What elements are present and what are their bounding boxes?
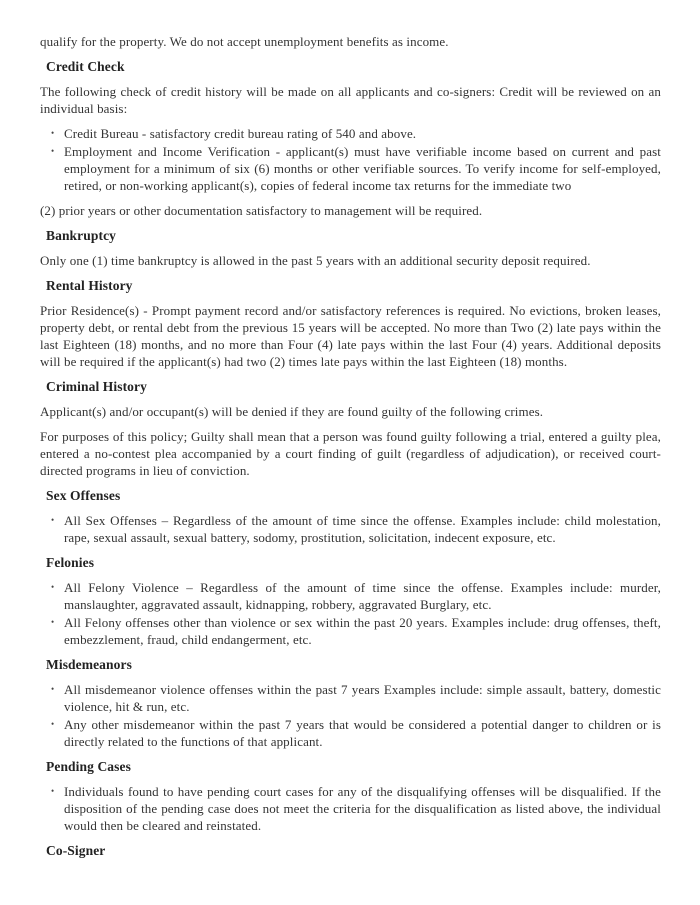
bullet-text: Employment and Income Verification - applicant(s) must have verifiable income based on current and past employment for a minimum of six (6) months or other verifiable sources. To verify income for self-employed, retired, or non-working applicant(s), copies of federal income tax returns for the immediate two [64, 144, 661, 193]
bullet-text: Credit Bureau - satisfactory credit bureau rating of 540 and above. [64, 126, 417, 141]
bullet-item [51, 681, 661, 715]
bullet-marker: • [51, 146, 55, 156]
bullet-item [51, 143, 661, 194]
bullet-item [51, 783, 661, 834]
credit-check-continuation-paragraph: (2) prior years or other documentation satisfactory to management will be required. [40, 203, 483, 218]
bullet-item [51, 512, 661, 546]
heading-rental-history: Rental History [46, 278, 133, 293]
bullet-text: All Felony Violence – Regardless of the amount of time since the offense. Examples include: murder, manslaughter, aggravated assault, kidnapping, robbery, aggravated Burglary, etc. [64, 580, 661, 612]
credit-check-intro-paragraph: The following check of credit history will be made on all applicants and co-signers: Credit will be reviewed on an individual basis: [40, 84, 661, 116]
bullet-item [51, 579, 661, 613]
bullet-item [51, 125, 661, 142]
bullet-text: Any other misdemeanor within the past 7 years that would be considered a potential danger to children or is directly related to the functions of that applicant. [64, 717, 661, 749]
heading-credit-check: Credit Check [46, 59, 125, 74]
heading-co-signer: Co-Signer [46, 843, 106, 858]
heading-misdemeanors: Misdemeanors [46, 657, 132, 672]
lead-paragraph: qualify for the property. We do not accept unemployment benefits as income. [40, 34, 449, 49]
bullet-marker: • [51, 128, 55, 138]
bullet-text: All Felony offenses other than violence or sex within the past 20 years. Examples include: drug offenses, theft, embezzlement, fraud, child endangerment, etc. [64, 615, 661, 647]
misdemeanors-bullet-list [40, 681, 661, 750]
bullet-marker: • [51, 617, 55, 627]
heading-sex-offenses: Sex Offenses [46, 488, 121, 503]
bullet-text: All misdemeanor violence offenses within the past 7 years Examples include: simple assault, battery, domestic violence, hit & run, etc. [64, 682, 661, 714]
felonies-bullet-list [40, 579, 661, 648]
bullet-marker: • [51, 582, 55, 592]
heading-pending-cases: Pending Cases [46, 759, 131, 774]
pending-cases-bullet-list [40, 783, 661, 834]
criminal-history-paragraph-1: Applicant(s) and/or occupant(s) will be denied if they are found guilty of the following crimes. [40, 404, 544, 419]
bullet-marker: • [51, 515, 55, 525]
credit-check-bullet-list [40, 125, 661, 194]
bullet-text: All Sex Offenses – Regardless of the amount of time since the offense. Examples include: child molestation, rape, sexual assault, sexual battery, sodomy, prostitution, solicitation, indecent exposure, etc. [64, 513, 661, 545]
heading-felonies: Felonies [46, 555, 95, 570]
bullet-marker: • [51, 719, 55, 729]
bullet-text: Individuals found to have pending court cases for any of the disqualifying offenses will be disqualified. If the disposition of the pending case does not meet the criteria for the disqualification as listed above, the individual would then be cleared and reinstated. [64, 784, 661, 833]
bullet-item [51, 716, 661, 750]
criminal-history-paragraph-2: For purposes of this policy; Guilty shall mean that a person was found guilty following a trial, entered a guilty plea, entered a no-contest plea accompanied by a court finding of guilt (regardless of adjudication), or received court-directed programs in lieu of conviction. [40, 429, 661, 478]
bankruptcy-paragraph: Only one (1) time bankruptcy is allowed in the past 5 years with an additional security deposit required. [40, 253, 591, 268]
bullet-marker: • [51, 786, 55, 796]
bullet-item [51, 614, 661, 648]
rental-history-paragraph: Prior Residence(s) - Prompt payment record and/or satisfactory references is required. No evictions, broken leases, property debt, or rental debt from the previous 15 years will be accepted. No more than Two (2) late pays within the last Eighteen (18) months, and no more than Four (4) late pays within the last Four (4) years. Additional deposits will be required if the applicant(s) had two (2) times late pays within the last Eighteen (18) months. [40, 303, 661, 369]
sex-offenses-bullet-list [40, 512, 661, 546]
heading-bankruptcy: Bankruptcy [46, 228, 117, 243]
heading-criminal-history: Criminal History [46, 379, 147, 394]
bullet-marker: • [51, 684, 55, 694]
